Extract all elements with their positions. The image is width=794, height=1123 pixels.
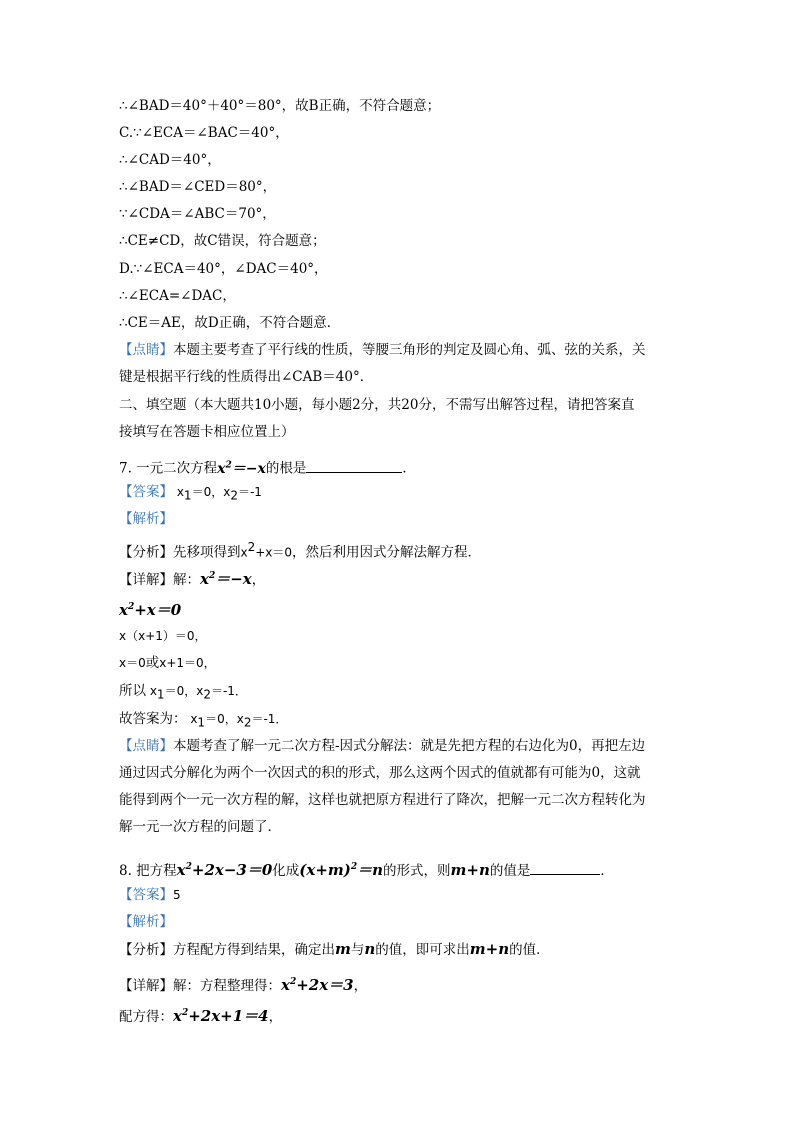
section-heading-line-b: 接填写在答题卡相应位置上） bbox=[119, 424, 295, 440]
section-heading-line-a: 二、填空题（本大题共10小题，每小题2分，共20分，不需写出解答过程，请把答案直 bbox=[119, 397, 635, 413]
q8-fenxi: 【分析】方程配方得到结果，确定出m与n的值，即可求出m+n的值． bbox=[119, 940, 550, 958]
q7-answer: 【答案】 $x_1=0$，$x_2=-1$ bbox=[119, 484, 262, 503]
dianjing-1-line-a: 【点睛】本题主要考查了平行线的性质，等腰三角形的判定及圆心角、弧、弦的关系，关 bbox=[119, 342, 646, 358]
line-9: ∴CE＝AE，故D正确，不符合题意． bbox=[119, 315, 341, 331]
line-5: ∵∠CDA＝∠ABC＝70°， bbox=[119, 206, 276, 222]
q7-step-2: x（x+1）＝0， bbox=[119, 629, 207, 643]
q7-dianjing-c: 能得到两个一元一次方程的解，这样也就把原方程进行了降次，把解一元二次方程转化为 bbox=[119, 792, 646, 808]
q8-xiangjie: 【详解】解：方程整理得：$x^2+2x=3$， bbox=[119, 976, 368, 994]
question-7: 7. 一元二次方程$x^2=-x$的根是 ． bbox=[119, 455, 416, 479]
q8-equation: $x^2+2x-3=0$ bbox=[176, 861, 273, 879]
line-3: ∴∠CAD＝40°， bbox=[119, 152, 221, 168]
q7-dianjing-d: 解一元一次方程的问题了． bbox=[119, 819, 281, 835]
question-8: 8. 把方程$x^2+2x-3=0$化成$(x+m)^2=n$的形式，则m+n的值是 ． bbox=[119, 861, 614, 879]
q7-equation: $x^2=-x$ bbox=[217, 460, 266, 477]
q8-jiexi: 【解析】 bbox=[119, 914, 173, 930]
line-2: C.∵∠ECA＝∠BAC＝40°， bbox=[119, 125, 289, 141]
q7-step-3: x＝0或x+1＝0， bbox=[119, 655, 216, 671]
q7-dianjing-b: 通过因式分解化为两个一次因式的积的形式，那么这两个因式的值就都有可能为0，这就 bbox=[119, 765, 641, 781]
q8-peifang: 配方得：$x^2+2x+1=4$， bbox=[119, 1007, 283, 1025]
answer-blank[interactable] bbox=[530, 860, 600, 875]
q7-xiangjie: 【详解】解：$x^2=-x$， bbox=[119, 570, 266, 588]
line-6: ∴CE≠CD，故C错误，符合题意； bbox=[119, 233, 326, 249]
q7-jiexi: 【解析】 bbox=[119, 511, 173, 527]
dianjing-1-line-b: 键是根据平行线的性质得出∠CAB＝40°． bbox=[119, 369, 374, 385]
answer-blank[interactable] bbox=[306, 458, 402, 473]
line-7: D.∵∠ECA＝40°，∠DAC＝40°， bbox=[119, 261, 328, 277]
q7-step-5: 故答案为： $x_1=0$，$x_2=-1$． bbox=[119, 711, 288, 730]
q7-dianjing-a: 【点睛】本题考查了解一元二次方程-因式分解法：就是先把方程的右边化为0，再把左边 bbox=[119, 738, 646, 754]
q7-step-1: $x^2+x=0$ bbox=[119, 601, 182, 619]
q8-answer: 【答案】5 bbox=[119, 887, 181, 903]
line-8: ∴∠ECA=∠DAC， bbox=[119, 288, 236, 304]
line-4: ∴∠BAD＝∠CED＝80°， bbox=[119, 179, 277, 195]
line-1: ∴∠BAD＝40°＋40°＝80°，故B正确，不符合题意； bbox=[119, 98, 441, 114]
q7-step-4: 所以 $x_1=0$，$x_2=-1$． bbox=[119, 683, 247, 702]
q7-fenxi: 【分析】先移项得到$x^2+x=0$，然后利用因式分解法解方程． bbox=[119, 540, 482, 561]
dianjing-tag: 【点睛】 bbox=[119, 342, 173, 358]
